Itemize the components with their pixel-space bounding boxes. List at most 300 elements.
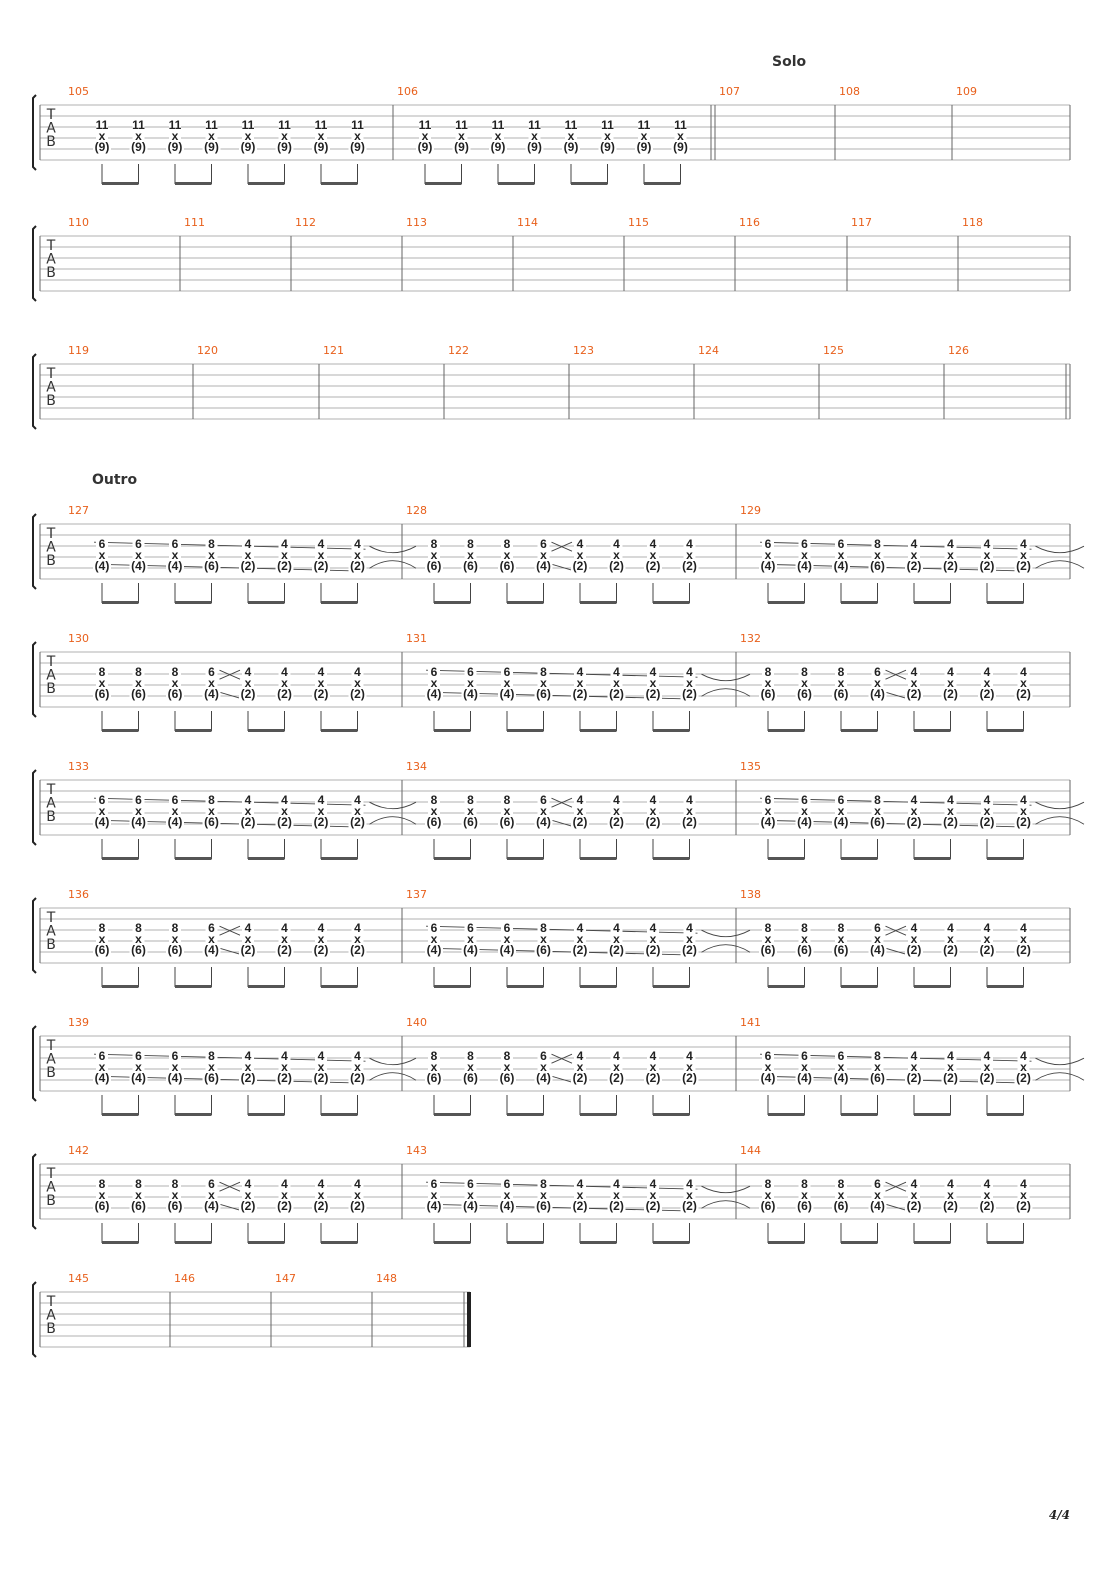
note-chord <box>644 537 662 573</box>
fret-number: 6 <box>171 1049 179 1064</box>
staff-system <box>33 85 1070 185</box>
fret-number: (2) <box>1016 559 1031 574</box>
fret-number: 4 <box>947 921 954 936</box>
note-chord <box>869 921 887 957</box>
fret-number: (9) <box>417 140 433 155</box>
fret-number: x <box>430 676 438 691</box>
note-chord <box>869 793 887 829</box>
note-chord <box>425 537 443 573</box>
beam <box>175 1241 212 1244</box>
fret-number: 4 <box>244 921 252 936</box>
fret-number: 11 <box>241 118 255 133</box>
tab-clef-letter: B <box>46 134 56 150</box>
fret-number: 4 <box>649 1049 657 1064</box>
note-chord <box>416 118 434 154</box>
fret-number: 4 <box>576 1049 584 1064</box>
beam <box>102 182 139 185</box>
beam <box>248 1241 285 1244</box>
fret-number: (6) <box>536 687 551 702</box>
note-chord <box>239 1177 257 1213</box>
beam <box>175 857 212 860</box>
note-chord <box>239 793 257 829</box>
beam <box>248 1113 285 1116</box>
measure-number: 148 <box>376 1272 397 1285</box>
fret-number: x <box>837 804 845 819</box>
measure-number: 142 <box>68 1144 89 1157</box>
fret-number: (2) <box>943 1199 958 1214</box>
fret-number: (2) <box>277 1071 292 1086</box>
tab-clef-letter: A <box>46 795 56 812</box>
fret-number: 6 <box>135 537 142 552</box>
fret-number: 4 <box>983 921 991 936</box>
fret-number: 4 <box>910 921 918 936</box>
beam <box>580 729 617 732</box>
note-chord <box>608 921 626 957</box>
fret-number: x <box>910 676 918 691</box>
fret-number: 6 <box>430 1177 438 1192</box>
fret-number: 4 <box>910 1177 918 1192</box>
fret-number: x <box>135 804 142 819</box>
staff-system <box>33 1144 1070 1244</box>
fret-number: 4 <box>1020 1177 1027 1192</box>
fret-number: (2) <box>609 1071 624 1086</box>
fret-number: (6) <box>426 815 442 830</box>
fret-number: (6) <box>870 815 885 830</box>
fret-number: (4) <box>760 1071 776 1086</box>
fret-number: 8 <box>467 793 474 808</box>
fret-number: (4) <box>463 687 478 702</box>
fret-number: (2) <box>682 943 697 958</box>
tab-clef-letter: A <box>46 120 56 137</box>
tab-clef-letter: B <box>46 393 56 409</box>
fret-number: 11 <box>168 118 182 133</box>
fret-number: x <box>531 129 538 144</box>
fret-number: (2) <box>277 687 292 702</box>
fret-number: (9) <box>636 140 652 155</box>
note-chord <box>130 537 148 573</box>
note-chord <box>166 921 184 957</box>
fret-number: x <box>171 676 179 691</box>
fret-number: 11 <box>601 118 614 133</box>
fret-number: 4 <box>947 665 954 680</box>
fret-number: 6 <box>874 665 881 680</box>
fret-number: (4) <box>499 1199 515 1214</box>
fret-number: x <box>1020 676 1027 691</box>
note-chord <box>498 921 516 957</box>
fret-number: (6) <box>204 815 219 830</box>
tab-clef-letter: T <box>46 1166 56 1182</box>
fret-number: x <box>467 1060 474 1075</box>
note-chord <box>571 1177 589 1213</box>
fret-number: 4 <box>686 793 693 808</box>
measure-number: 141 <box>740 1016 761 1029</box>
fret-number: (6) <box>499 559 515 574</box>
fret-number: 8 <box>135 1177 142 1192</box>
fret-number: (2) <box>609 1199 624 1214</box>
beam <box>768 985 805 988</box>
fret-number: 4 <box>686 665 693 680</box>
fret-number: (6) <box>499 1071 515 1086</box>
fret-number: x <box>910 932 918 947</box>
fret-number: 4 <box>281 921 288 936</box>
fret-number: (6) <box>94 943 110 958</box>
fret-number: x <box>649 1188 657 1203</box>
note-chord <box>644 665 662 701</box>
note-chord <box>869 1049 887 1085</box>
fret-number: (6) <box>463 1071 478 1086</box>
fret-number: (4) <box>870 1199 885 1214</box>
note-chord <box>942 921 960 957</box>
beam <box>987 601 1024 604</box>
fret-number: (2) <box>979 1071 995 1086</box>
fret-number: 4 <box>281 665 288 680</box>
fret-number: 8 <box>430 537 438 552</box>
note-chord <box>130 665 148 701</box>
beam <box>434 601 471 604</box>
fret-number: x <box>947 932 954 947</box>
note-chord <box>796 1049 814 1085</box>
fret-number: (4) <box>760 559 776 574</box>
note-chord <box>942 1049 960 1085</box>
tab-clef-letter: B <box>46 553 56 569</box>
beam <box>175 729 212 732</box>
measure-number: 116 <box>739 216 760 229</box>
note-chord <box>1015 1049 1033 1085</box>
fret-number: (2) <box>906 559 922 574</box>
fret-number: 6 <box>540 793 547 808</box>
beam <box>580 857 617 860</box>
fret-number: x <box>947 676 954 691</box>
fret-number: x <box>171 548 179 563</box>
fret-number: 8 <box>171 1177 179 1192</box>
measure-number: 132 <box>740 632 761 645</box>
fret-number: x <box>317 1188 325 1203</box>
fret-number: 6 <box>430 921 438 936</box>
note-chord <box>942 665 960 701</box>
fret-number: 11 <box>674 118 687 133</box>
system-bracket <box>33 1282 36 1357</box>
measure-number: 128 <box>406 504 427 517</box>
fret-number: (4) <box>870 687 885 702</box>
fret-number: x <box>1020 548 1027 563</box>
fret-number: 6 <box>764 537 772 552</box>
measure-number: 121 <box>323 344 344 357</box>
note-chord <box>312 1049 330 1085</box>
fret-number: 4 <box>281 1049 288 1064</box>
fret-number: x <box>244 932 252 947</box>
beam <box>987 729 1024 732</box>
fret-number: x <box>244 129 252 144</box>
note-chord <box>462 1177 480 1213</box>
fret-number: 4 <box>910 537 918 552</box>
note-chord <box>239 1049 257 1085</box>
fret-number: x <box>208 932 215 947</box>
beam <box>321 1241 358 1244</box>
fret-number: x <box>503 1188 511 1203</box>
note-chord <box>462 1049 480 1085</box>
fret-number: 4 <box>244 1177 252 1192</box>
note-chord <box>462 793 480 829</box>
fret-number: (6) <box>797 1199 812 1214</box>
tab-clef-letter: T <box>46 1038 56 1054</box>
fret-number: x <box>1020 1188 1027 1203</box>
fret-number: 6 <box>764 1049 772 1064</box>
fret-number: (2) <box>609 815 624 830</box>
fret-number: x <box>576 804 584 819</box>
fret-number: x <box>1020 932 1027 947</box>
fret-number: 8 <box>135 921 142 936</box>
fret-number: x <box>354 676 361 691</box>
note-chord <box>978 665 996 701</box>
note-chord <box>498 665 516 701</box>
note-chord <box>203 537 221 573</box>
note-chord <box>526 118 544 154</box>
fret-number: 8 <box>801 921 808 936</box>
measure-number: 147 <box>275 1272 296 1285</box>
beam <box>321 985 358 988</box>
note-chord <box>832 537 850 573</box>
note-chord <box>681 1177 699 1213</box>
fret-number: (4) <box>204 1199 219 1214</box>
fret-number: (4) <box>426 943 442 958</box>
fret-number: x <box>430 804 438 819</box>
note-chord <box>349 1049 367 1085</box>
beam <box>321 1113 358 1116</box>
fret-number: 6 <box>540 1049 547 1064</box>
measure-number: 137 <box>406 888 427 901</box>
measure-number: 124 <box>698 344 719 357</box>
fret-number: (4) <box>536 1071 551 1086</box>
note-chord <box>759 921 777 957</box>
fret-number: 4 <box>354 1177 361 1192</box>
measure-number: 106 <box>397 85 418 98</box>
note-chord <box>759 665 777 701</box>
fret-number: x <box>764 548 772 563</box>
fret-number: 6 <box>540 537 547 552</box>
fret-number: 4 <box>983 793 991 808</box>
fret-number: x <box>910 1188 918 1203</box>
fret-number: x <box>503 932 511 947</box>
fret-number: x <box>947 1060 954 1075</box>
tab-clef-letter: A <box>46 379 56 396</box>
note-chord <box>599 118 617 154</box>
beam <box>321 729 358 732</box>
beam <box>507 857 544 860</box>
measure-number: 138 <box>740 888 761 901</box>
fret-number: 6 <box>467 1177 474 1192</box>
fret-number: 4 <box>613 1049 620 1064</box>
fret-number: x <box>764 1060 772 1075</box>
note-chord <box>166 665 184 701</box>
beam <box>248 182 285 185</box>
fret-number: x <box>613 548 620 563</box>
fret-number: (2) <box>313 815 329 830</box>
fret-number: x <box>281 129 288 144</box>
fret-number: x <box>430 1060 438 1075</box>
note-chord <box>571 537 589 573</box>
note-chord <box>535 665 553 701</box>
note-chord <box>535 793 553 829</box>
fret-number: (4) <box>426 687 442 702</box>
fret-number: (2) <box>350 559 365 574</box>
fret-number: x <box>467 548 474 563</box>
fret-number: (6) <box>131 943 146 958</box>
measure-number: 111 <box>184 216 205 229</box>
measure-number: 119 <box>68 344 89 357</box>
fret-number: (2) <box>277 815 292 830</box>
note-chord <box>276 1049 294 1085</box>
measure-number: 117 <box>851 216 872 229</box>
fret-number: 11 <box>418 118 432 133</box>
fret-number: x <box>764 1188 772 1203</box>
fret-number: x <box>613 932 620 947</box>
fret-number: 4 <box>686 537 693 552</box>
fret-number: 6 <box>503 665 511 680</box>
fret-number: x <box>244 1188 252 1203</box>
fret-number: 4 <box>613 537 620 552</box>
fret-number: x <box>540 1060 547 1075</box>
fret-number: 4 <box>354 1049 361 1064</box>
fret-number: x <box>613 804 620 819</box>
note-chord <box>130 1049 148 1085</box>
fret-number: (4) <box>463 1199 478 1214</box>
note-chord <box>166 537 184 573</box>
note-chord <box>1015 665 1033 701</box>
fret-number: x <box>686 676 693 691</box>
fret-number: 4 <box>1020 793 1027 808</box>
note-chord <box>635 118 653 154</box>
fret-number: x <box>281 1188 288 1203</box>
measure-number: 125 <box>823 344 844 357</box>
tab-clef-letter: A <box>46 1179 56 1196</box>
fret-number: 4 <box>613 665 620 680</box>
tab-clef-letter: T <box>46 238 56 254</box>
system-bracket <box>33 95 36 170</box>
fret-number: 8 <box>171 665 179 680</box>
fret-number: x <box>837 932 845 947</box>
fret-number: (4) <box>167 1071 183 1086</box>
note-chord <box>203 118 221 154</box>
fret-number: 8 <box>208 537 215 552</box>
fret-number: (4) <box>167 815 183 830</box>
fret-number: x <box>677 129 684 144</box>
fret-number: (2) <box>1016 815 1031 830</box>
note-chord <box>942 1177 960 1213</box>
measure-number: 134 <box>406 760 427 773</box>
fret-number: 6 <box>430 665 438 680</box>
fret-number: x <box>354 548 361 563</box>
note-chord <box>644 793 662 829</box>
note-chord <box>453 118 471 154</box>
fret-number: x <box>983 548 991 563</box>
note-chord <box>562 118 580 154</box>
final-barline <box>467 1292 471 1347</box>
fret-number: x <box>837 548 845 563</box>
beam <box>841 857 878 860</box>
fret-number: x <box>604 129 611 144</box>
fret-number: x <box>354 1188 361 1203</box>
staff-system <box>33 632 1070 732</box>
fret-number: x <box>354 932 361 947</box>
note-chord <box>905 793 923 829</box>
fret-number: (6) <box>204 559 219 574</box>
fret-number: (2) <box>943 687 958 702</box>
beam <box>987 857 1024 860</box>
fret-number: x <box>281 804 288 819</box>
fret-number: x <box>171 932 179 947</box>
fret-number: x <box>503 1060 511 1075</box>
fret-number: x <box>467 1188 474 1203</box>
fret-number: x <box>98 1188 106 1203</box>
measure-number: 105 <box>68 85 89 98</box>
note-chord <box>312 793 330 829</box>
note-chord <box>796 665 814 701</box>
fret-number: 6 <box>135 793 142 808</box>
note-chord <box>759 1177 777 1213</box>
fret-number: 4 <box>1020 665 1027 680</box>
system-bracket <box>33 642 36 717</box>
fret-number: 4 <box>947 1177 954 1192</box>
fret-number: 8 <box>764 921 772 936</box>
fret-number: 4 <box>983 665 991 680</box>
note-chord <box>796 921 814 957</box>
fret-number: 4 <box>576 921 584 936</box>
note-chord <box>681 921 699 957</box>
note-chord <box>312 118 330 154</box>
fret-number: (4) <box>94 1071 110 1086</box>
fret-number: 8 <box>540 665 547 680</box>
note-chord <box>978 537 996 573</box>
fret-number: 4 <box>317 1177 325 1192</box>
fret-number: (6) <box>167 687 183 702</box>
fret-number: x <box>317 932 325 947</box>
beam <box>653 1113 690 1116</box>
note-chord <box>276 118 294 154</box>
fret-number: 4 <box>649 793 657 808</box>
fret-number: (2) <box>277 943 292 958</box>
fret-number: 8 <box>874 793 881 808</box>
note-chord <box>978 1049 996 1085</box>
fret-number: 4 <box>947 537 954 552</box>
note-chord <box>166 1049 184 1085</box>
note-chord <box>276 793 294 829</box>
fret-number: x <box>764 804 772 819</box>
fret-number: (4) <box>94 815 110 830</box>
note-chord <box>672 118 690 154</box>
fret-number: (2) <box>906 687 922 702</box>
tab-clef-letter: T <box>46 910 56 926</box>
fret-number: x <box>467 804 474 819</box>
fret-number: x <box>764 932 772 947</box>
fret-number: (2) <box>350 687 365 702</box>
fret-number: x <box>576 1188 584 1203</box>
fret-number: 6 <box>837 793 845 808</box>
fret-number: 8 <box>837 921 845 936</box>
beam <box>987 1241 1024 1244</box>
fret-number: x <box>649 1060 657 1075</box>
fret-number: x <box>98 129 106 144</box>
fret-number: (2) <box>682 815 697 830</box>
note-chord <box>832 793 850 829</box>
tab-clef-letter: T <box>46 654 56 670</box>
note-chord <box>869 665 887 701</box>
fret-number: x <box>244 1060 252 1075</box>
tab-clef-letter: B <box>46 681 56 697</box>
tab-clef-letter: A <box>46 1307 56 1324</box>
beam <box>507 1113 544 1116</box>
note-chord <box>1015 1177 1033 1213</box>
fret-number: (4) <box>536 815 551 830</box>
